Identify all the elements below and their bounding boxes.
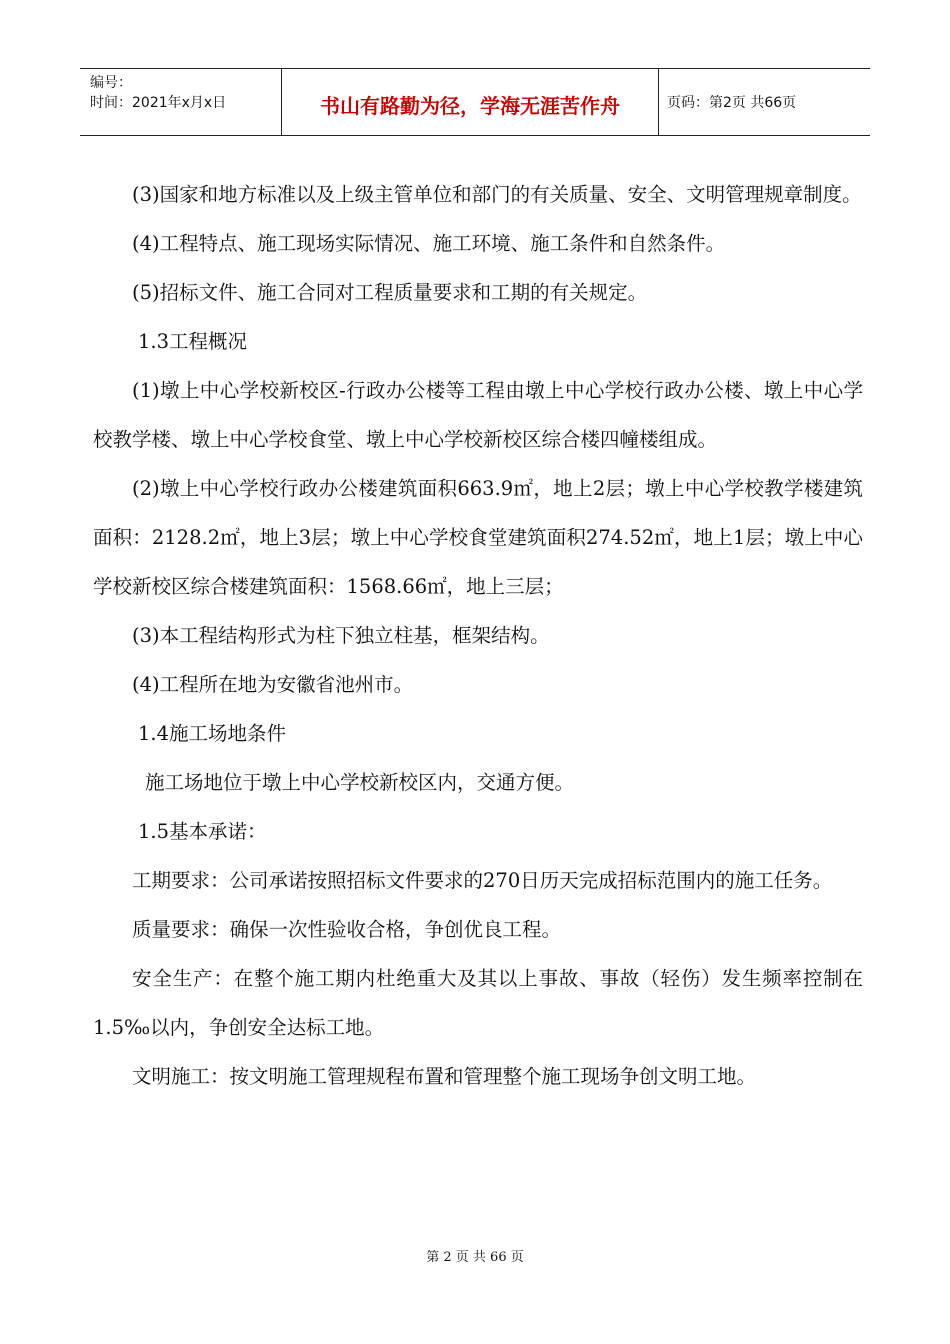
- paragraph-schedule-commitment: 工期要求：公司承诺按照招标文件要求的270日历天完成招标范围内的施工任务。: [132, 869, 833, 892]
- header-page-info: 页码：第2页 共66页: [667, 95, 797, 111]
- paragraph-quality-commitment: 质量要求：确保一次性验收合格，争创优良工程。: [132, 918, 562, 941]
- paragraph-civilized-construction: 文明施工：按文明施工管理规程布置和管理整个施工现场争创文明工地。: [132, 1065, 757, 1088]
- document-time-label: 时间：2021年x月x日: [90, 95, 227, 111]
- paragraph-project-features: (4)工程特点、施工现场实际情况、施工环境、施工条件和自然条件。: [132, 232, 726, 255]
- page-header: [80, 68, 870, 136]
- paragraph-structure-type: (3)本工程结构形式为柱下独立柱基，框架结构。: [132, 624, 550, 647]
- paragraph-standards: (3)国家和地方标准以及上级主管单位和部门的有关质量、安全、文明管理规章制度。: [132, 183, 862, 206]
- paragraph-building-areas: (2)墩上中心学校行政办公楼建筑面积663.9㎡，地上2层；墩上中心学校教学楼建筑面积：2128.2㎡，地上3层；墩上中心学校食堂建筑面积274.52㎡，地上1层；墩上中心学校新校区综合楼建筑面积：1568.66㎡，地上三层；: [93, 477, 863, 598]
- document-body: [93, 170, 863, 1101]
- section-heading-overview: 1.3工程概况: [138, 330, 248, 353]
- document-number-label: 编号：: [90, 75, 132, 91]
- section-heading-commitments: 1.5基本承诺：: [138, 820, 267, 843]
- header-motto: 书山有路勤为径，学海无涯苦作舟: [282, 69, 659, 135]
- paragraph-safety-commitment: 安全生产：在整个施工期内杜绝重大及其以上事故、事故（轻伤）发生频率控制在1.5‰以内，争创安全达标工地。: [93, 967, 863, 1039]
- paragraph-site-location: 施工场地位于墩上中心学校新校区内，交通方便。: [145, 771, 575, 794]
- header-meta: [80, 69, 282, 135]
- paragraph-tender-documents: (5)招标文件、施工合同对工程质量要求和工期的有关规定。: [132, 281, 648, 304]
- page-footer: 第 2 页 共 66 页: [426, 1250, 524, 1265]
- paragraph-project-composition: (1)墩上中心学校新校区-行政办公楼等工程由墩上中心学校行政办公楼、墩上中心学校教学楼、墩上中心学校食堂、墩上中心学校新校区综合楼四幢楼组成。: [93, 379, 863, 451]
- section-heading-site-conditions: 1.4施工场地条件: [138, 722, 287, 745]
- paragraph-location: (4)工程所在地为安徽省池州市。: [132, 673, 414, 696]
